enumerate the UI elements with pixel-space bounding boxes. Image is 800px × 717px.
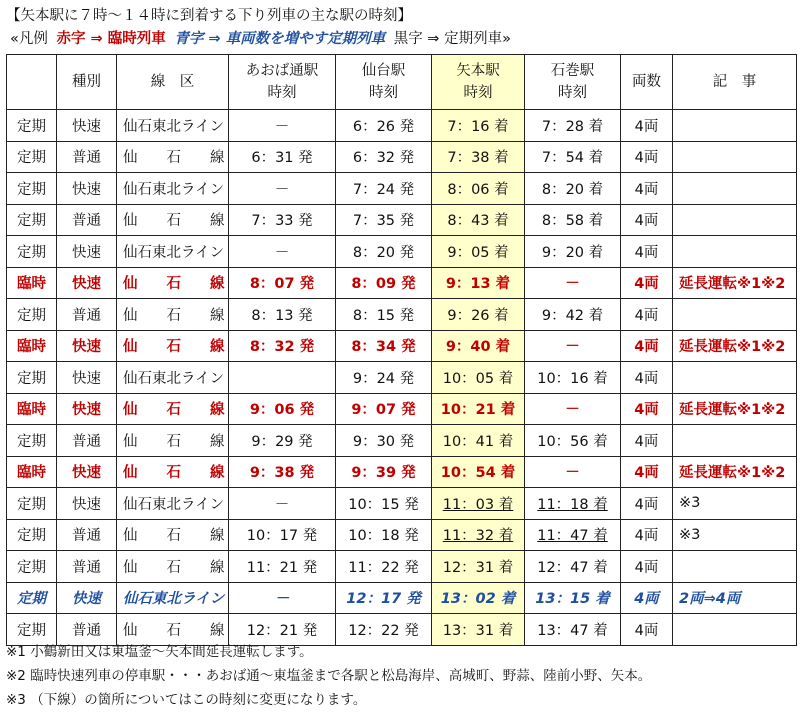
cell-note: 2両⇒4両 [673, 582, 797, 614]
cell-kind: 定期 [7, 141, 57, 173]
cell-yamoto: 10：05 着 [432, 362, 525, 394]
cell-kind: 定期 [7, 173, 57, 205]
cell-cars: 4両 [621, 299, 673, 331]
cell-ishinomaki: 9：42 着 [525, 299, 621, 331]
cell-aoba: － [229, 488, 336, 520]
cell-note: ※3 [673, 488, 797, 520]
cell-note: 延長運転※1※2 [673, 330, 797, 362]
cell-aoba: 9：38 発 [229, 456, 336, 488]
cell-cars: 4両 [621, 236, 673, 268]
cell-cars: 4両 [621, 425, 673, 457]
header-aoba: あおば通駅 時刻 [229, 55, 336, 110]
cell-type: 普通 [57, 519, 117, 551]
cell-line: 仙石東北ライン [117, 173, 229, 205]
cell-sendai: 10：15 発 [336, 488, 432, 520]
table-row [7, 519, 797, 551]
cell-yamoto: 10：21 着 [432, 393, 525, 425]
cell-type: 快速 [57, 110, 117, 142]
table-row [7, 582, 797, 614]
cell-type: 普通 [57, 551, 117, 583]
cell-yamoto: 8：06 着 [432, 173, 525, 205]
cell-yamoto: 11：32 着 [432, 519, 525, 551]
cell-aoba: 6：31 発 [229, 141, 336, 173]
cell-sendai: 12：22 発 [336, 614, 432, 646]
cell-cars: 4両 [621, 204, 673, 236]
table-row [7, 110, 797, 142]
cell-aoba: － [229, 236, 336, 268]
cell-sendai: 7：35 発 [336, 204, 432, 236]
legend-black: 黒字 ⇒ 定期列車» [393, 31, 511, 47]
cell-type: 普通 [57, 614, 117, 646]
cell-line: 仙 石 線 [117, 393, 229, 425]
cell-kind: 定期 [7, 519, 57, 551]
footnotes [6, 640, 651, 712]
cell-type: 快速 [57, 582, 117, 614]
cell-sendai: 6：26 発 [336, 110, 432, 142]
cell-note: 延長運転※1※2 [673, 393, 797, 425]
cell-type: 普通 [57, 204, 117, 236]
header-yamoto: 矢本駅 時刻 [432, 55, 525, 110]
cell-sendai: 8：09 発 [336, 267, 432, 299]
cell-ishinomaki: － [525, 267, 621, 299]
header-cars: 両数 [621, 55, 673, 110]
footnote-2: ※2 臨時快速列車の停車駅・・・あおば通～東塩釜まで各駅と松島海岸、高城町、野蒜、陸前小野、矢本。 [6, 668, 652, 684]
cell-note: ※3 [673, 519, 797, 551]
cell-ishinomaki: 11：18 着 [525, 488, 621, 520]
table-row [7, 299, 797, 331]
cell-yamoto: 9：05 着 [432, 236, 525, 268]
header-notes: 記 事 [673, 55, 797, 110]
cell-type: 快速 [57, 488, 117, 520]
cell-kind: 臨時 [7, 267, 57, 299]
cell-kind: 臨時 [7, 330, 57, 362]
header-kind [7, 55, 57, 110]
legend-red: 赤字 ⇒ 臨時列車 [56, 31, 166, 47]
cell-sendai: 8：34 発 [336, 330, 432, 362]
cell-cars: 4両 [621, 456, 673, 488]
cell-note [673, 204, 797, 236]
cell-cars: 4両 [621, 519, 673, 551]
cell-yamoto: 9：40 着 [432, 330, 525, 362]
cell-line: 仙 石 線 [117, 267, 229, 299]
cell-ishinomaki: 8：58 着 [525, 204, 621, 236]
table-row [7, 551, 797, 583]
header-sendai: 仙台駅 時刻 [336, 55, 432, 110]
cell-note: 延長運転※1※2 [673, 456, 797, 488]
cell-aoba: 10：17 発 [229, 519, 336, 551]
cell-line: 仙 石 線 [117, 299, 229, 331]
cell-ishinomaki: 7：28 着 [525, 110, 621, 142]
cell-kind: 定期 [7, 582, 57, 614]
cell-note [673, 425, 797, 457]
cell-cars: 4両 [621, 488, 673, 520]
cell-note [673, 110, 797, 142]
cell-kind: 定期 [7, 362, 57, 394]
table-row [7, 173, 797, 205]
cell-yamoto: 7：38 着 [432, 141, 525, 173]
cell-note [673, 299, 797, 331]
cell-note [673, 362, 797, 394]
cell-cars: 4両 [621, 173, 673, 205]
header-type: 種別 [57, 55, 117, 110]
header-line: 線 区 [117, 55, 229, 110]
cell-kind: 定期 [7, 236, 57, 268]
cell-aoba: － [229, 110, 336, 142]
cell-line: 仙石東北ライン [117, 488, 229, 520]
cell-cars: 4両 [621, 393, 673, 425]
cell-sendai: 9：07 発 [336, 393, 432, 425]
legend-blue: 青字 ⇒ 車両数を増やす定期列車 [174, 31, 386, 47]
cell-ishinomaki: 13：15 着 [525, 582, 621, 614]
cell-cars: 4両 [621, 110, 673, 142]
cell-line: 仙石東北ライン [117, 362, 229, 394]
cell-kind: 定期 [7, 425, 57, 457]
cell-ishinomaki: － [525, 330, 621, 362]
table-row [7, 236, 797, 268]
cell-kind: 定期 [7, 551, 57, 583]
table-row [7, 267, 797, 299]
cell-line: 仙 石 線 [117, 551, 229, 583]
cell-aoba: 9：29 発 [229, 425, 336, 457]
cell-yamoto: 10：54 着 [432, 456, 525, 488]
cell-line: 仙 石 線 [117, 141, 229, 173]
cell-aoba: 7：33 発 [229, 204, 336, 236]
cell-type: 快速 [57, 236, 117, 268]
cell-type: 快速 [57, 456, 117, 488]
cell-aoba: 8：32 発 [229, 330, 336, 362]
cell-yamoto: 8：43 着 [432, 204, 525, 236]
cell-type: 快速 [57, 173, 117, 205]
header-row [7, 55, 797, 110]
cell-line: 仙 石 線 [117, 519, 229, 551]
cell-cars: 4両 [621, 614, 673, 646]
table-row [7, 204, 797, 236]
header-ishinomaki: 石巻駅 時刻 [525, 55, 621, 110]
cell-aoba [229, 362, 336, 394]
cell-cars: 4両 [621, 141, 673, 173]
cell-kind: 定期 [7, 614, 57, 646]
footnote-3: ※3 （下線）の箇所についてはこの時刻に変更になります。 [6, 692, 367, 708]
cell-ishinomaki: 8：20 着 [525, 173, 621, 205]
footnote-1: ※1 小鶴新田又は東塩釜～矢本間延長運転します。 [6, 644, 313, 660]
cell-type: 快速 [57, 362, 117, 394]
cell-yamoto: 12：31 着 [432, 551, 525, 583]
cell-yamoto: 10：41 着 [432, 425, 525, 457]
table-row [7, 456, 797, 488]
cell-line: 仙石東北ライン [117, 236, 229, 268]
cell-cars: 4両 [621, 330, 673, 362]
cell-kind: 定期 [7, 488, 57, 520]
legend-prefix: «凡例 [10, 31, 48, 47]
cell-line: 仙 石 線 [117, 425, 229, 457]
cell-yamoto: 9：13 着 [432, 267, 525, 299]
cell-ishinomaki: 13：47 着 [525, 614, 621, 646]
cell-sendai: 8：20 発 [336, 236, 432, 268]
timetable [6, 54, 797, 646]
cell-ishinomaki: 7：54 着 [525, 141, 621, 173]
cell-sendai: 8：15 発 [336, 299, 432, 331]
cell-yamoto: 11：03 着 [432, 488, 525, 520]
cell-ishinomaki: － [525, 456, 621, 488]
cell-aoba: － [229, 582, 336, 614]
cell-line: 仙 石 線 [117, 614, 229, 646]
cell-sendai: 6：32 発 [336, 141, 432, 173]
cell-type: 普通 [57, 425, 117, 457]
cell-note [673, 236, 797, 268]
cell-line: 仙 石 線 [117, 204, 229, 236]
cell-line: 仙 石 線 [117, 330, 229, 362]
cell-yamoto: 9：26 着 [432, 299, 525, 331]
cell-line: 仙石東北ライン [117, 110, 229, 142]
cell-yamoto: 13：02 着 [432, 582, 525, 614]
cell-ishinomaki: 10：56 着 [525, 425, 621, 457]
cell-sendai: 12：17 発 [336, 582, 432, 614]
cell-aoba: 8：13 発 [229, 299, 336, 331]
cell-sendai: 9：39 発 [336, 456, 432, 488]
cell-aoba: － [229, 173, 336, 205]
cell-cars: 4両 [621, 362, 673, 394]
cell-kind: 定期 [7, 204, 57, 236]
cell-aoba: 9：06 発 [229, 393, 336, 425]
cell-ishinomaki: 10：16 着 [525, 362, 621, 394]
cell-type: 快速 [57, 267, 117, 299]
cell-type: 快速 [57, 393, 117, 425]
cell-ishinomaki: － [525, 393, 621, 425]
cell-note [673, 614, 797, 646]
cell-kind: 定期 [7, 110, 57, 142]
cell-note: 延長運転※1※2 [673, 267, 797, 299]
cell-yamoto: 7：16 着 [432, 110, 525, 142]
table-row [7, 393, 797, 425]
cell-line: 仙 石 線 [117, 456, 229, 488]
cell-aoba: 11：21 発 [229, 551, 336, 583]
cell-aoba: 8：07 発 [229, 267, 336, 299]
cell-kind: 定期 [7, 299, 57, 331]
cell-line: 仙石東北ライン [117, 582, 229, 614]
page-title: 【矢本駅に７時～１４時に到着する下り列車の主な駅の時刻】 [6, 8, 412, 24]
cell-ishinomaki: 12：47 着 [525, 551, 621, 583]
table-row [7, 141, 797, 173]
cell-kind: 臨時 [7, 456, 57, 488]
cell-ishinomaki: 9：20 着 [525, 236, 621, 268]
cell-sendai: 11：22 発 [336, 551, 432, 583]
cell-yamoto: 13：31 着 [432, 614, 525, 646]
cell-sendai: 10：18 発 [336, 519, 432, 551]
table-row [7, 362, 797, 394]
table-row [7, 330, 797, 362]
cell-sendai: 9：24 発 [336, 362, 432, 394]
cell-note [673, 551, 797, 583]
cell-ishinomaki: 11：47 着 [525, 519, 621, 551]
table-row [7, 425, 797, 457]
cell-sendai: 7：24 発 [336, 173, 432, 205]
cell-cars: 4両 [621, 551, 673, 583]
cell-type: 普通 [57, 299, 117, 331]
cell-type: 快速 [57, 330, 117, 362]
cell-cars: 4両 [621, 582, 673, 614]
cell-note [673, 173, 797, 205]
cell-note [673, 141, 797, 173]
table-row [7, 488, 797, 520]
cell-type: 普通 [57, 141, 117, 173]
cell-cars: 4両 [621, 267, 673, 299]
cell-sendai: 9：30 発 [336, 425, 432, 457]
legend [10, 27, 515, 48]
cell-kind: 臨時 [7, 393, 57, 425]
cell-aoba: 12：21 発 [229, 614, 336, 646]
